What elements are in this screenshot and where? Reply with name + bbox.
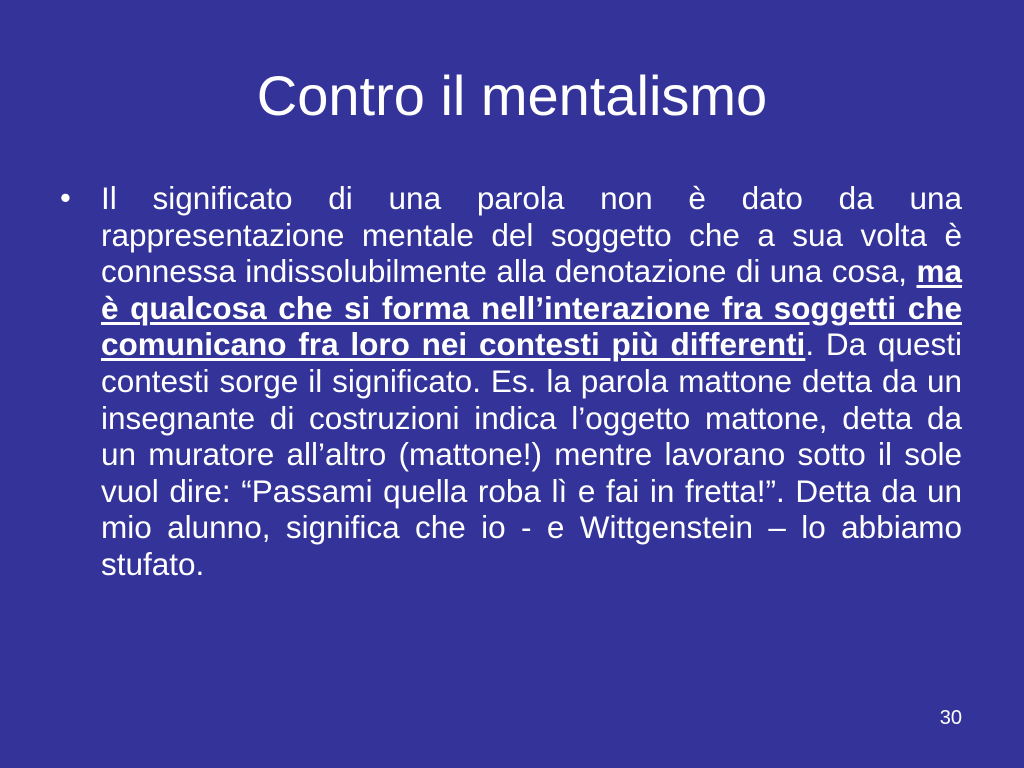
paragraph-text-part-1: Il significato di una parola non è dato da una rappresentazione mentale del soggetto che a sua volta è connessa indissolubilmente alla denotazione di una cosa, [101,180,962,290]
slide-content [56,180,962,583]
bullet-marker: • [60,180,71,215]
slide-title: Contro il mentalismo [256,64,768,127]
paragraph-text-part-2: . Da questi contesti sorge il significato. Es. la parola mattone detta da un insegnante di costruzioni indica l’oggetto mattone, detta da un muratore all’altro (mattone!) mentre lavorano sotto il sole vuol dire: “Passami quella roba lì e fai in fretta!”. Detta da un mio alunno, significa che io - e Wittgenstein – lo abbiamo stufato. [101,326,962,582]
paragraph-emphasis: ma è qualcosa che si forma nell’interazione fra soggetti che comunicano fra loro nei contesti più differenti [101,253,962,363]
bullet-paragraph [56,180,962,583]
page-number: 30 [939,707,962,729]
